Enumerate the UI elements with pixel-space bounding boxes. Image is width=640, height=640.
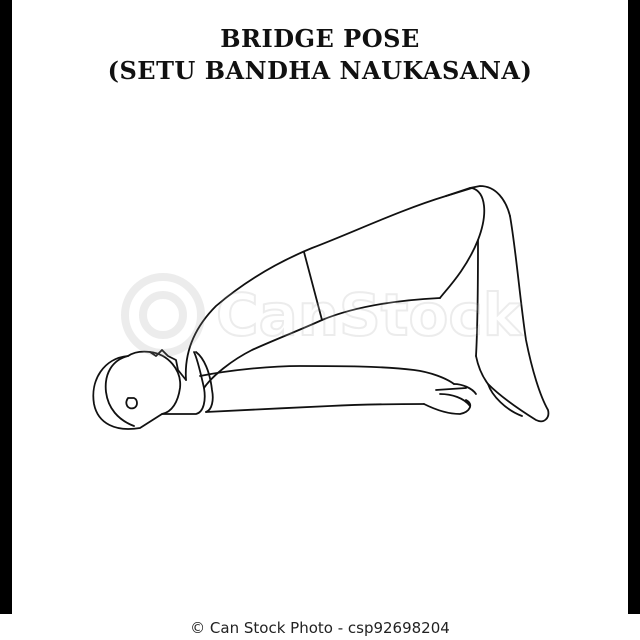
hand-outline: [424, 384, 476, 414]
arm-outline: [200, 366, 454, 384]
watermark: [120, 272, 521, 358]
hair-outline: [106, 356, 134, 426]
watermark-text: CanStock: [216, 281, 522, 349]
pose-title: BRIDGE POSE: [220, 24, 420, 53]
pose-sanskrit-name: (SETU BANDHA NAUKASANA): [107, 56, 533, 85]
arm-lower: [206, 404, 424, 412]
camera-lens-icon: [120, 272, 206, 358]
artwork-frame: [12, 0, 628, 640]
chest-outline: [162, 352, 205, 414]
ear-outline: [126, 398, 137, 408]
image-credit: © Can Stock Photo - csp92698204: [190, 619, 450, 637]
